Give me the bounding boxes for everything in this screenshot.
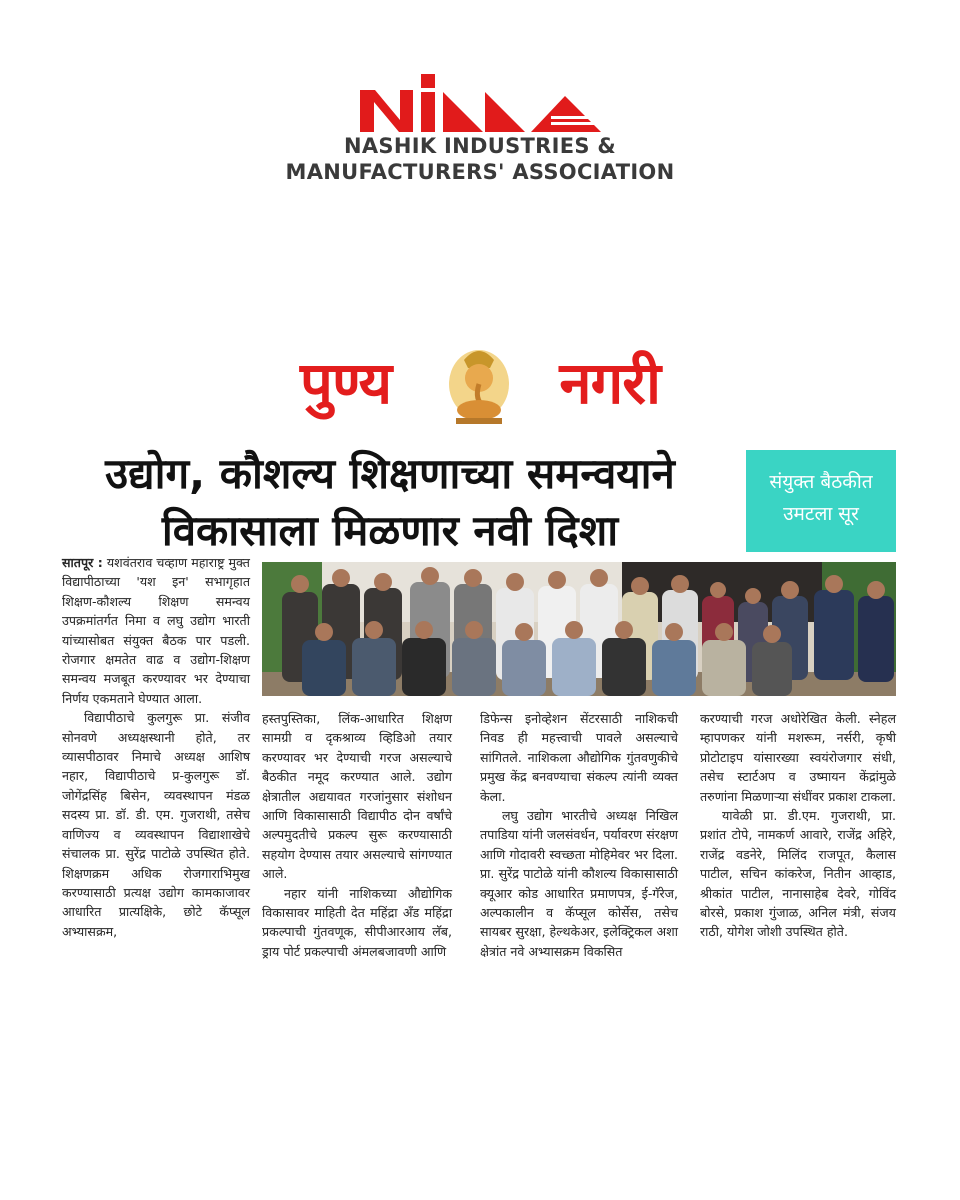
article-column-3 bbox=[480, 709, 678, 961]
org-name-line2: MANUFACTURERS' ASSOCIATION bbox=[285, 160, 675, 184]
headline-line2: विकासाला मिळणार नवी दिशा bbox=[161, 506, 619, 555]
article-paragraph: यावेळी प्रा. डी.एम. गुजराथी, प्रा. प्रशांत टोपे, नामकर्ण आवारे, राजेंद्र अहिरे, राजेंद्र वडनेरे, मिलिंद राजपूत, कैलास पाटील, सचिन कांकरेज, नितीन आव्हाड, श्रीकांत पाटील, नानासाहेब देवरे, गोविंद बोरसे, प्रकाश गुंजाळ, अनिल मंत्री, संजय राठी, योगेश जोशी उपस्थित होते. bbox=[700, 808, 896, 940]
subheading-line2: उमटला सूर bbox=[783, 503, 859, 525]
article-paragraph: हस्तपुस्तिका, लिंक-आधारित शिक्षण सामग्री व दृकश्राव्य व्हिडिओ तयार करण्यावर भर देण्याची गरज असल्याचे बैठकीत नमूद करण्यात आले. उद्योग क्षेत्रातील अद्ययावत गरजांनुसार संशोधन आणि विकासासाठी विद्यापीठ दोन वर्षांचे अल्पमुदतीचे प्रकल्प सुरू करण्यासाठी सहयोग देण्यास तयार असल्याचे सांगण्यात आले. bbox=[262, 711, 452, 882]
article-paragraph: डिफेन्स इनोव्हेशन सेंटरसाठी नाशिकची निवड ही महत्त्वाची पावले असल्याचे सांगितले. नाशिकला औद्योगिक गुंतवणुकीचे प्रमुख केंद्र बनवण्याचा संकल्प त्यांनी व्यक्त केला. bbox=[480, 711, 678, 804]
ganesha-emblem-icon bbox=[436, 340, 522, 426]
article-column-4 bbox=[700, 709, 896, 942]
newspaper-name-right: नगरी bbox=[559, 349, 660, 417]
article-text: यशवंतराव चव्हाण महाराष्ट्र मुक्त विद्यापीठाच्या 'यश इन' सभागृहात शिक्षण-कौशल्य शिक्षण समन्वय उपक्रमांतर्गत निमा व लघु उद्योग भारती यांच्यासोबत संयुक्त बैठक पार पडली. रोजगार क्षमतेत वाढ व उद्योग-शिक्षण समन्वय मजबूत करण्यावर भर देण्याचा निर्णय एकमताने घेण्यात आला. bbox=[62, 555, 250, 706]
article-paragraph bbox=[62, 553, 250, 708]
subheading-box bbox=[746, 450, 896, 552]
subheading-line1: संयुक्त बैठकीत bbox=[769, 471, 873, 493]
group-photo bbox=[262, 562, 896, 696]
article-paragraph: विद्यापीठाचे कुलगुरू प्रा. संजीव सोनवणे अध्यक्षस्थानी होते, तर व्यासपीठावर निमाचे अध्यक्ष आशिष नहार, विद्यापीठाचे प्र-कुलगुरू डॉ. जोगेंद्रसिंह बिसेन, व्यवस्थापन मंडळ सदस्य प्रा. डॉ. डी. एम. गुजराथी, तसेच वाणिज्य व व्यवस्थापन विद्याशाखेचे संचालक प्रा. सुरेंद्र पाटोळे उपस्थित होते. शिक्षणक्रम अधिक रोजगाराभिमुख करण्यासाठी प्रत्यक्ष उद्योग कामकाजावर आधारित प्रात्यक्षिके, छोटे कॅप्सूल अभ्यासक्रम, bbox=[62, 710, 250, 939]
headline-line1: उद्योग, कौशल्य शिक्षणाच्या समन्वयाने bbox=[105, 449, 675, 498]
nima-logo-icon bbox=[355, 72, 605, 134]
dateline: सातपूर : bbox=[62, 555, 103, 570]
group-photo-icon bbox=[262, 562, 896, 696]
newspaper-masthead bbox=[300, 340, 660, 426]
article-paragraph: नहार यांनी नाशिकच्या औद्योगिक विकासावर माहिती देत महिंद्रा अँड महिंद्रा प्रकल्पाची गुंतवणूक, सीपीआरआय लॅब, ड्राय पोर्ट प्रकल्पाची अंमलबजावणी आणि bbox=[262, 885, 452, 959]
article-paragraph: करण्याची गरज अधोरेखित केली. स्नेहल म्हापणकर यांनी मशरूम, नर्सरी, कृषी प्रोटोटाइप यांसारख्या स्वयंरोजगार संधी, तसेच स्टार्टअप व उष्मायन केंद्रांमुळे तरुणांना मिळणाऱ्या संधींवर प्रकाश टाकला. bbox=[700, 711, 896, 804]
article-column-1 bbox=[62, 553, 250, 941]
org-name-line1: NASHIK INDUSTRIES & bbox=[343, 134, 617, 158]
article-column-2 bbox=[262, 709, 452, 961]
newspaper-name-left: पुण्य bbox=[300, 349, 392, 417]
article-paragraph: लघु उद्योग भारतीचे अध्यक्ष निखिल तपाडिया यांनी जलसंवर्धन, पर्यावरण संरक्षण आणि गोदावरी स्वच्छता मोहिमेवर भर दिला. प्रा. सुरेंद्र पाटोळे यांनी कौशल्य विकासासाठी क्यूआर कोड आधारित प्रमाणपत्र, ई-गॅरेज, अल्पकालीन व कॅप्सूल कोर्सेस, तसेच सायबर सुरक्षा, हेल्थकेअर, इलेक्ट्रिकल अशा क्षेत्रांत नवे अभ्यासक्रम विकसित bbox=[480, 808, 678, 959]
